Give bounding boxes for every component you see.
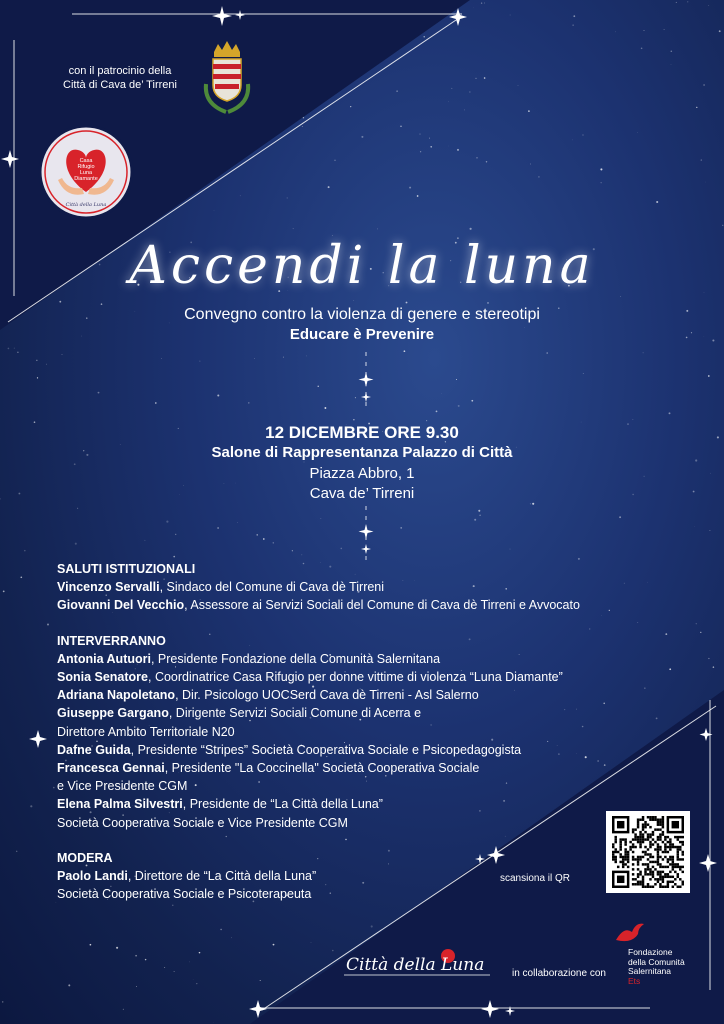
speaker-name: Elena Palma Silvestri [57, 797, 183, 812]
event-tagline: Educare è Prevenire [289, 326, 435, 343]
speaker-role: , Sindaco del Comune di Cava dè Tirreni [159, 580, 385, 595]
citta-della-luna-logo [340, 944, 500, 980]
speaker-name: Giuseppe Gargano [57, 706, 169, 721]
speaker-row [57, 668, 697, 686]
interverranno-heading: INTERVERRANNO [57, 633, 166, 648]
event-address-line-1: Piazza Abbro, 1 [309, 465, 415, 482]
saluti-heading: SALUTI ISTITUZIONALI [57, 562, 196, 576]
speaker-row [57, 578, 697, 596]
citta-logo-text: Città della Luna [346, 955, 485, 975]
speaker-role-continued: Società Cooperativa Sociale e Psicoterapeuta [57, 887, 312, 902]
speaker-row [57, 759, 697, 777]
event-date: 12 DICEMBRE ORE 9.30 [265, 423, 459, 442]
speaker-name: Vincenzo Servalli [57, 580, 160, 595]
event-subtitle: Convegno contro la violenza di genere e stereotipi [184, 306, 540, 323]
qr-code-icon [611, 816, 685, 888]
speaker-name: Antonia Autuori [57, 651, 151, 666]
event-address-line-2: Cava de’ Tirreni [309, 485, 415, 502]
speaker-role: , Direttore de “La Città della Luna” [127, 869, 317, 884]
speaker-row [57, 741, 697, 759]
casa-rifugio-badge [38, 124, 134, 220]
speaker-role: , Dirigente Servizi Sociali Comune di Acerra e [168, 706, 422, 721]
fondazione-text [628, 948, 685, 986]
speaker-name: Paolo Landi [57, 869, 128, 884]
patronage-line-1: con il patrocinio della [68, 65, 172, 77]
speaker-role: , Dir. Psicologo UOCSerd Cava dè Tirreni - Asl Salerno [175, 688, 479, 703]
fondazione-line-3: Salernitana [628, 966, 672, 976]
speaker-name: Dafne Guida [57, 742, 131, 757]
speaker-role: , Presidente de “La Città della Luna” [182, 797, 383, 812]
speaker-role: , Presidente “Stripes” Società Cooperativa Sociale e Psicopedagogista [130, 742, 522, 757]
speaker-row [57, 704, 697, 722]
speaker-role: , Assessore ai Servizi Sociali del Comune di Cava dè Tirreni e Avvocato [184, 598, 580, 613]
badge-line-3: Luna [79, 170, 93, 176]
fondazione-line-4: Ets [628, 975, 641, 986]
speaker-row [57, 686, 697, 704]
speaker-name: Sonia Senatore [57, 670, 148, 685]
patronage-line-2: Città di Cava de’ Tirreni [63, 79, 177, 91]
modera-heading: MODERA [57, 850, 113, 865]
speaker-role-continued: Direttore Ambito Territoriale N20 [57, 724, 235, 739]
event-venue: Salone di Rappresentanza Palazzo di Città [211, 444, 513, 461]
speaker-row [57, 867, 697, 885]
speaker-row [57, 650, 697, 668]
speaker-role: , Coordinatrice Casa Rifugio per donne vittime di violenza “Luna Diamante” [148, 670, 563, 685]
badge-line-2: Rifugio [77, 164, 95, 170]
speaker-name: Francesca Gennai [57, 761, 165, 776]
badge-footer: Città della Luna [65, 202, 107, 208]
speaker-name: Giovanni Del Vecchio [57, 598, 185, 613]
speaker-role-continued: Società Cooperativa Sociale e Vice Presidente CGM [57, 815, 348, 830]
fondazione-line-1: Fondazione [628, 947, 673, 957]
badge-line-1: Casa [79, 158, 93, 164]
event-title: Accendi la luna [129, 236, 595, 296]
patronage-text [40, 64, 200, 92]
speaker-role: , Presidente Fondazione della Comunità Salernitana [150, 651, 441, 666]
speaker-role: , Presidente "La Coccinella" Società Cooperativa Sociale [164, 761, 480, 776]
collab-text: in collaborazione con [512, 968, 606, 979]
qr-label: scansiona il QR [500, 873, 571, 884]
program-list [57, 560, 697, 903]
speaker-row [57, 795, 697, 813]
badge-line-4: Diamante [74, 176, 98, 182]
speaker-role-continued: e Vice Presidente CGM [57, 779, 188, 794]
speaker-row [57, 596, 697, 614]
qr-code[interactable] [606, 811, 690, 893]
fondazione-line-2: della Comunità [628, 956, 685, 967]
speaker-name: Adriana Napoletano [57, 688, 176, 703]
fondazione-bird-icon [614, 922, 646, 948]
fondazione-logo [612, 922, 712, 992]
city-crest-icon [198, 38, 256, 118]
